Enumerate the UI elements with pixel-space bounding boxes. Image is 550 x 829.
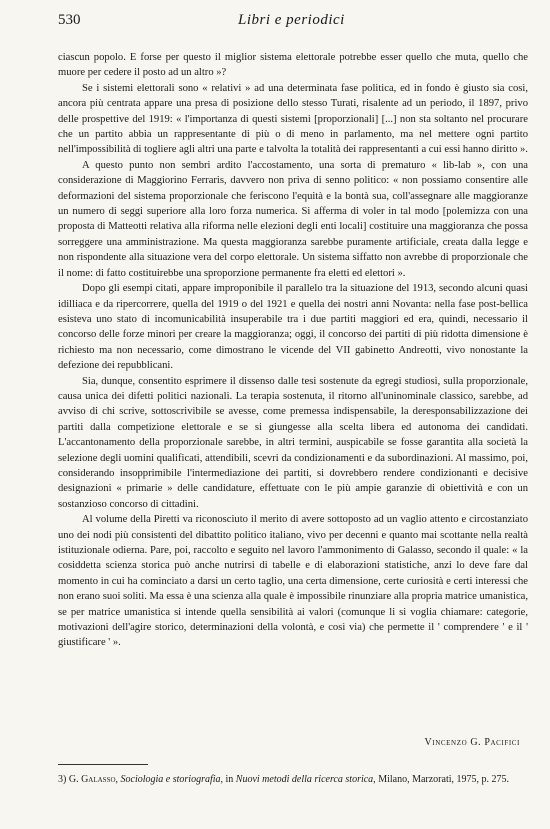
paragraph: Se i sistemi elettorali sono « relativi » ad una determinata fase politica, ed in fondo è giusto sia così, ancora più centrata appare una presa di posizione dello stesso Turati, risalente ad un periodo, il 1897, privo delle prospettive del 1919: « l'importanza di questi sistemi [proporzionali] [...] non sta soltanto nel procurare che un partito abbia un rappresentante di più o di meno in parlamento, ma nel mettere ogni partito nell'impossibilità di togliere agli altri una parte e talvolta la totalità dei rappresentanti a cui essi hanno diritto ». (58, 82, 528, 156)
page-number: 530 (58, 12, 81, 28)
paragraph: ciascun popolo. E forse per questo il miglior sistema elettorale potrebbe esser quello che muta, quello che muore per cedere il posto ad un altro »? (58, 52, 528, 79)
author-signature: Vincenzo G. Pacifici (424, 737, 520, 748)
running-title: Libri e periodici (238, 12, 345, 28)
paragraph: Sia, dunque, consentito esprimere il dissenso dalle tesi sostenute da egregi studiosi, sulla proporzionale, causa unica dei difetti politici nazionali. La terapia sostenuta, il ritorno all'uninominale classico, sarebbe, ad avviso di chi scrive, sottoscrivibile se avesse, come premessa indispensabile, la deresponsabilizzazione dei partiti dalla competizione elettorale e se si giungesse alla scelta libera ed autonoma dei candidati. L'accantonamento della proporzionale sarebbe, in altri termini, auspicabile se fosse garantita alla società la selezione degli uomini qualificati, attendibili, scevri da condizionamenti e da subordinazioni. Al massimo, poi, considerando insopprimibile l'intermediazione dei partiti, si dovrebbero rendere condizionanti e decisive designazioni « primarie » delle candidature, effettuate con le più ampie garanzie di obiettività e con un sostanzioso concorso di cittadini. (58, 375, 528, 510)
footnote-divider (58, 764, 148, 765)
footnote-publication: Milano, Marzorati, 1975, p. 275. (378, 774, 509, 785)
footnote-in: in (225, 774, 234, 785)
article-body (58, 50, 528, 651)
paragraph: Dopo gli esempi citati, appare improponibile il parallelo tra la situazione del 1913, secondo alcuni quasi idilliaca e da ripercorrere, quella del 1919 o del 1921 e quella dei nostri anni Novanta: nella fase post-bellica esisteva uno stato di incomunicabilità insuperabile tra i due partiti maggiori ed era, quindi, necessario il concorso delle forze minori per creare la maggioranza; oggi, il concorso dei partiti di più ridotta dimensione è richiesto ma non necessario, come dimostrano le vicende del VII gabinetto Andreotti, vivo nonostante la defezione dei repubblicani. (58, 283, 528, 372)
footnote-marker: 3) (58, 774, 67, 785)
page-header (58, 12, 528, 34)
paragraph: A questo punto non sembri ardito l'accostamento, una sorta di prematuro « lib-lab », con una considerazione di Maggiorino Ferraris, davvero non priva di senno politico: « non possiamo consentire alle deformazioni del sistema proporzionale che feriscono l'equità e la bontà sua, coll'assegnare alle maggioranze un numero di seggi superiore alla loro forza numerica. Si afferma di voler in tal modo [polemizza con una proposta di Matteotti relativa alla riforma nelle elezioni degli enti locali] costituire una maggioranza che possa sorreggere una amministrazione. Ma questa maggioranza sarebbe puramente artificiale, creata dalla legge e non rispondente alla situazione vera del corpo elettorale. Un sistema siffatto non avrebbe di proporzionale che il nome: di fatto costituirebbe una sproporzione permanente fra eletti ed elettori ». (58, 159, 528, 279)
paragraph: Al volume della Piretti va riconosciuto il merito di avere sottoposto ad un vaglio attento e circostanziato uno dei nodi più consistenti del dibattito politico italiano, vivo per decenni e quanto mai scottante nella realtà istituzionale odierna. Pare, poi, raccolto e seguito nel lavoro l'ammonimento di Galasso, secondo il quale: « la cosiddetta scienza storica può anche nutrirsi di tabelle e di elaborazioni statistiche, anzi lo deve fare dal momento in cui ha cominciato a darsi un certo taglio, una certa dimensione, certe curiosità e certi interessi che non erano suoi soliti. Ma essa è una scienza alla quale è impossibile rinunziare alla propria matrice umanistica, se per matrice umanistica si intende quella sensibilità ai valori (comunque li si voglia chiamare: categorie, motivazioni dell'agire storico, determinazioni della volontà, e così via) che permette il ' comprendere ' e il ' giustificare ' ». (58, 514, 528, 649)
footnote-source: Nuovi metodi della ricerca storica, (235, 774, 376, 785)
footnote-author: G. Galasso, (68, 774, 119, 785)
footnote-title: Sociologia e storiografia, (120, 774, 224, 785)
footnote (58, 773, 528, 787)
